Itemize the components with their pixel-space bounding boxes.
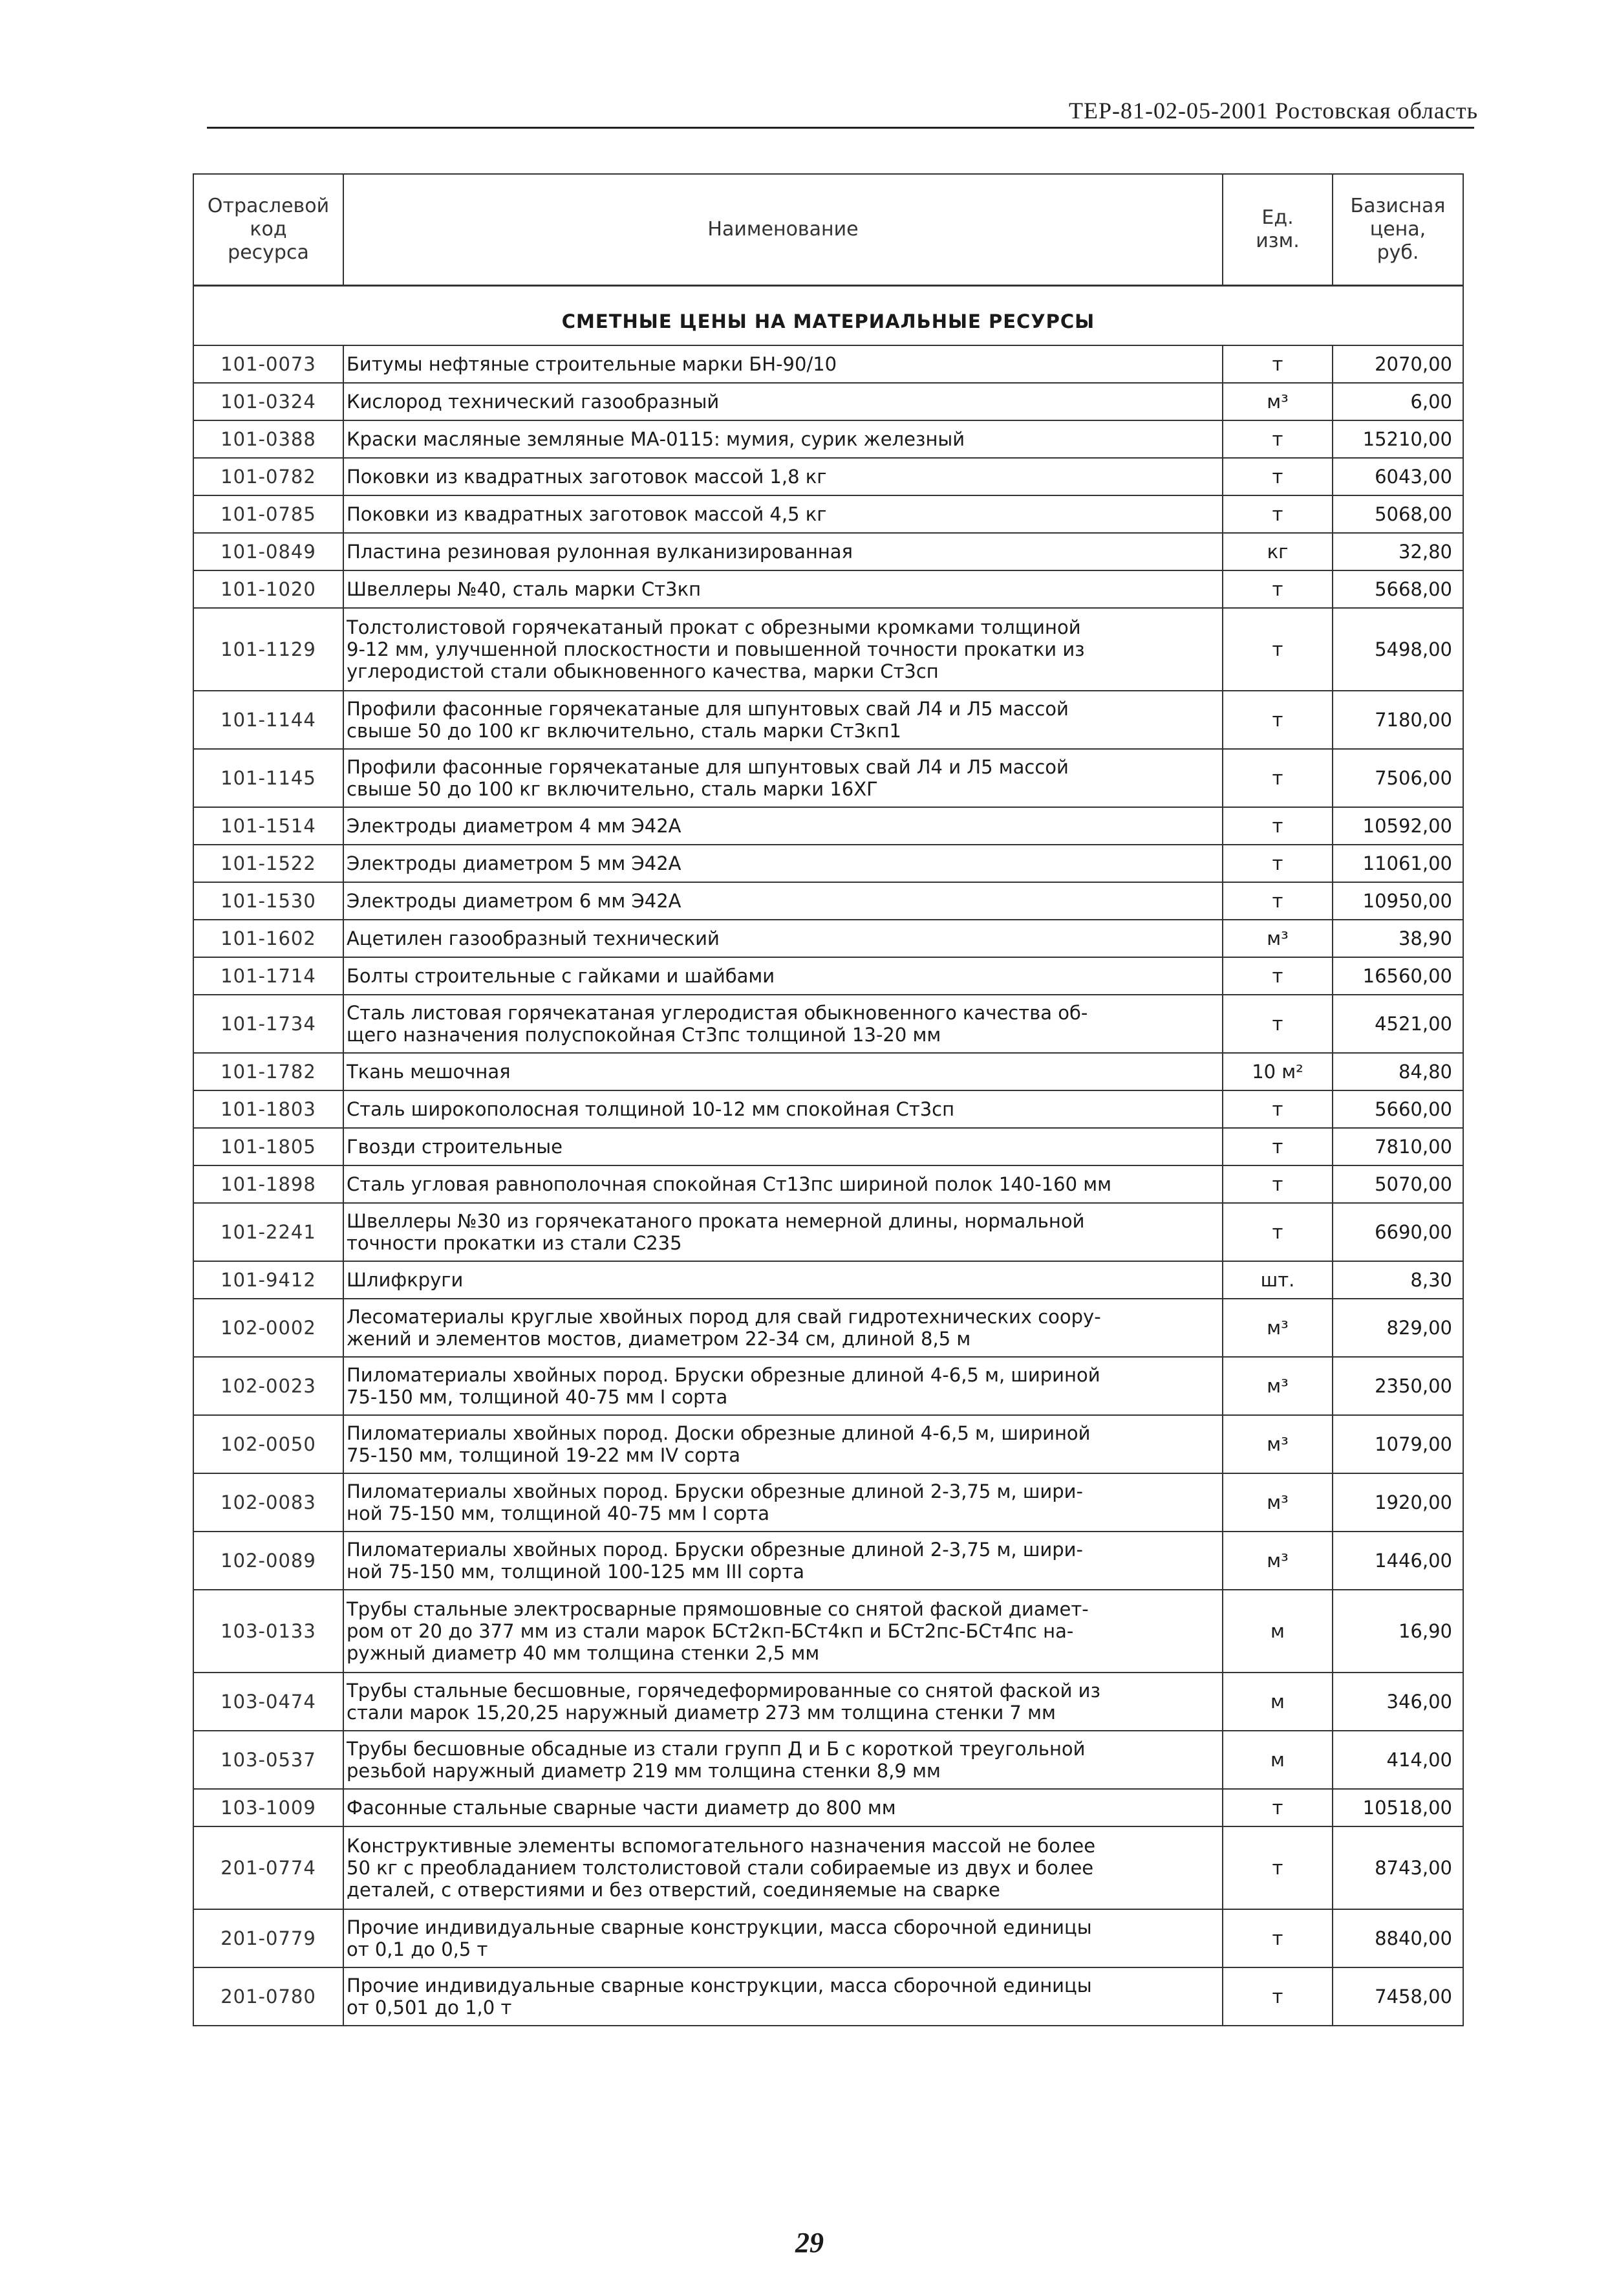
resource-price: 7506,00 — [1333, 749, 1463, 807]
resource-name — [343, 1203, 1223, 1261]
resource-code: 102-0002 — [193, 1299, 343, 1357]
table-row — [193, 1532, 1463, 1590]
resource-name — [343, 1261, 1223, 1299]
resource-unit: 10 м² — [1223, 1053, 1333, 1090]
resource-name — [343, 882, 1223, 920]
resource-unit: м³ — [1223, 383, 1333, 420]
resource-unit: т — [1223, 995, 1333, 1053]
resource-name — [343, 1909, 1223, 1967]
resource-code: 102-0050 — [193, 1415, 343, 1473]
resource-code: 103-0537 — [193, 1731, 343, 1789]
table-row — [193, 1090, 1463, 1128]
table-row — [193, 345, 1463, 383]
resource-price: 5668,00 — [1333, 570, 1463, 608]
resource-name — [343, 1473, 1223, 1532]
resource-unit: шт. — [1223, 1261, 1333, 1299]
resource-price: 15210,00 — [1333, 420, 1463, 458]
resource-code: 101-0073 — [193, 345, 343, 383]
table-header-row — [193, 174, 1463, 286]
resource-code: 101-1714 — [193, 957, 343, 995]
resource-code: 101-2241 — [193, 1203, 343, 1261]
resource-name-line: Пиломатериалы хвойных пород. Бруски обрезные длиной 4-6,5 м, шириной — [347, 1364, 1100, 1386]
resource-unit: т — [1223, 1128, 1333, 1165]
resource-price: 16560,00 — [1333, 957, 1463, 995]
table-row — [193, 1261, 1463, 1299]
resource-name-line: Шлифкруги — [347, 1269, 464, 1291]
table-body — [193, 286, 1463, 2026]
resource-name-line: Электроды диаметром 4 мм Э42А — [347, 815, 681, 837]
resource-name-line: ной 75-150 мм, толщиной 40-75 мм I сорта — [347, 1502, 769, 1524]
resource-code: 101-1514 — [193, 807, 343, 845]
resource-code: 101-1805 — [193, 1128, 343, 1165]
resource-name — [343, 1165, 1223, 1203]
resource-price: 5068,00 — [1333, 495, 1463, 533]
resource-name — [343, 1090, 1223, 1128]
resource-price: 7180,00 — [1333, 691, 1463, 749]
resource-name-line: резьбой наружный диаметр 219 мм толщина стенки 8,9 мм — [347, 1760, 941, 1782]
resource-name — [343, 570, 1223, 608]
resource-name-line: Пиломатериалы хвойных пород. Бруски обрезные длиной 2-3,75 м, шири- — [347, 1480, 1083, 1502]
resource-name-line: жений и элементов мостов, диаметром 22-34 см, длиной 8,5 м — [347, 1328, 971, 1350]
resource-name — [343, 1789, 1223, 1826]
resource-name-line: 50 кг с преобладанием толстолистовой стали собираемые из двух и более — [347, 1857, 1094, 1879]
resource-code: 101-1803 — [193, 1090, 343, 1128]
resource-unit: м³ — [1223, 920, 1333, 957]
resource-code: 101-0785 — [193, 495, 343, 533]
resource-name-line: ром от 20 до 377 мм из стали марок БСт2кп-БСт4кп и БСт2пс-БСт4пс на- — [347, 1620, 1074, 1642]
resource-name-line: свыше 50 до 100 кг включительно, сталь марки Ст3кп1 — [347, 720, 901, 742]
resource-name — [343, 345, 1223, 383]
resource-price: 11061,00 — [1333, 845, 1463, 882]
resource-name — [343, 1415, 1223, 1473]
table-row — [193, 1731, 1463, 1789]
resource-name — [343, 995, 1223, 1053]
resource-unit: т — [1223, 570, 1333, 608]
resource-name — [343, 608, 1223, 691]
resource-name — [343, 1826, 1223, 1909]
resource-price: 38,90 — [1333, 920, 1463, 957]
table-row — [193, 691, 1463, 749]
resource-unit: т — [1223, 608, 1333, 691]
resource-name-line: Электроды диаметром 6 мм Э42А — [347, 890, 681, 912]
resource-name-line: Прочие индивидуальные сварные конструкции, масса сборочной единицы — [347, 1975, 1092, 1997]
resource-code: 103-0133 — [193, 1590, 343, 1673]
table-row — [193, 920, 1463, 957]
resource-price: 2070,00 — [1333, 345, 1463, 383]
resource-code: 101-0324 — [193, 383, 343, 420]
table-row — [193, 383, 1463, 420]
resource-price: 5498,00 — [1333, 608, 1463, 691]
resource-name — [343, 1731, 1223, 1789]
resource-price: 10950,00 — [1333, 882, 1463, 920]
resource-name-line: ной 75-150 мм, толщиной 100-125 мм III сорта — [347, 1561, 804, 1583]
table-row — [193, 1203, 1463, 1261]
table-row — [193, 1053, 1463, 1090]
resource-unit: т — [1223, 807, 1333, 845]
resource-unit: т — [1223, 1789, 1333, 1826]
resource-name-line: Ткань мешочная — [347, 1061, 511, 1083]
column-header-code: Отраслевой код ресурса — [193, 174, 343, 286]
table-row — [193, 1789, 1463, 1826]
resource-unit: м³ — [1223, 1357, 1333, 1415]
resource-name — [343, 749, 1223, 807]
table-row — [193, 882, 1463, 920]
resource-name-line: Фасонные стальные сварные части диаметр до 800 мм — [347, 1797, 896, 1819]
resource-code: 101-1602 — [193, 920, 343, 957]
resource-price: 7458,00 — [1333, 1967, 1463, 2026]
resource-price: 414,00 — [1333, 1731, 1463, 1789]
table-row — [193, 749, 1463, 807]
resource-unit: м³ — [1223, 1473, 1333, 1532]
resource-name-line: ружный диаметр 40 мм толщина стенки 2,5 мм — [347, 1642, 820, 1664]
table-row — [193, 1357, 1463, 1415]
resource-code: 101-1782 — [193, 1053, 343, 1090]
resource-unit: т — [1223, 1826, 1333, 1909]
resource-name — [343, 957, 1223, 995]
resource-code: 101-0849 — [193, 533, 343, 570]
resource-unit: т — [1223, 495, 1333, 533]
resource-price: 7810,00 — [1333, 1128, 1463, 1165]
resource-price: 6690,00 — [1333, 1203, 1463, 1261]
page-number: 29 — [795, 2227, 824, 2258]
resource-name-line: свыше 50 до 100 кг включительно, сталь марки 16ХГ — [347, 778, 878, 800]
table-row — [193, 807, 1463, 845]
resource-name — [343, 1673, 1223, 1731]
resource-price: 5070,00 — [1333, 1165, 1463, 1203]
header-rule — [207, 127, 1474, 129]
resource-unit: м³ — [1223, 1415, 1333, 1473]
resource-name-line: Болты строительные с гайками и шайбами — [347, 965, 775, 987]
resource-name — [343, 691, 1223, 749]
resource-name — [343, 458, 1223, 495]
resource-unit: т — [1223, 458, 1333, 495]
document-header: ТЕР-81-02-05-2001 Ростовская область — [1069, 98, 1478, 124]
table-row — [193, 957, 1463, 995]
resource-unit: м — [1223, 1731, 1333, 1789]
resource-unit: т — [1223, 882, 1333, 920]
resource-name-line: Сталь угловая равнополочная спокойная Ст13пс шириной полок 140-160 мм — [347, 1173, 1112, 1195]
resource-name — [343, 807, 1223, 845]
table-row — [193, 570, 1463, 608]
resource-price: 6043,00 — [1333, 458, 1463, 495]
resource-price: 32,80 — [1333, 533, 1463, 570]
table-row — [193, 1128, 1463, 1165]
resource-name-line: щего назначения полуспокойная Ст3пс толщиной 13-20 мм — [347, 1024, 941, 1046]
resource-name-line: Гвозди строительные — [347, 1136, 563, 1158]
table-row — [193, 1590, 1463, 1673]
table-row — [193, 1826, 1463, 1909]
resource-unit: т — [1223, 749, 1333, 807]
resource-unit: т — [1223, 1090, 1333, 1128]
resource-code: 101-1145 — [193, 749, 343, 807]
table-row — [193, 608, 1463, 691]
resource-name-line: Конструктивные элементы вспомогательного назначения массой не более — [347, 1835, 1096, 1857]
resource-unit: т — [1223, 957, 1333, 995]
resource-code: 201-0774 — [193, 1826, 343, 1909]
resource-code: 101-1734 — [193, 995, 343, 1053]
resource-name-line: Профили фасонные горячекатаные для шпунтовых свай Л4 и Л5 массой — [347, 698, 1069, 720]
resource-name-line: Битумы нефтяные строительные марки БН-90/10 — [347, 353, 837, 375]
table-row — [193, 1473, 1463, 1532]
resource-code: 103-0474 — [193, 1673, 343, 1731]
resource-code: 201-0780 — [193, 1967, 343, 2026]
resource-name-line: Сталь листовая горячекатаная углеродистая обыкновенного качества об- — [347, 1002, 1088, 1024]
resource-name — [343, 383, 1223, 420]
resource-name-line: Швеллеры №40, сталь марки Ст3кп — [347, 578, 702, 600]
resource-name-line: Пластина резиновая рулонная вулканизированная — [347, 541, 853, 563]
section-title-row — [193, 286, 1463, 346]
resource-price: 10592,00 — [1333, 807, 1463, 845]
column-header-unit: Ед. изм. — [1223, 174, 1333, 286]
resource-name-line: точности прокатки из стали С235 — [347, 1232, 682, 1254]
resource-unit: м³ — [1223, 1299, 1333, 1357]
resource-price: 4521,00 — [1333, 995, 1463, 1053]
resource-name — [343, 1532, 1223, 1590]
resource-name-line: Трубы стальные бесшовные, горячедеформированные со снятой фаской из — [347, 1680, 1100, 1702]
resource-name-line: 9-12 мм, улучшенной плоскостности и повышенной точности прокатки из — [347, 638, 1085, 660]
resource-unit: м — [1223, 1590, 1333, 1673]
resource-name — [343, 1590, 1223, 1673]
resource-unit: т — [1223, 1165, 1333, 1203]
column-header-name: Наименование — [343, 174, 1223, 286]
table-row — [193, 1673, 1463, 1731]
resource-code: 102-0083 — [193, 1473, 343, 1532]
resource-price: 8840,00 — [1333, 1909, 1463, 1967]
resource-name — [343, 1357, 1223, 1415]
resource-name-line: Сталь широкополосная толщиной 10-12 мм спокойная Ст3сп — [347, 1098, 955, 1120]
resource-unit: м — [1223, 1673, 1333, 1731]
resource-name — [343, 1299, 1223, 1357]
resource-name-line: Профили фасонные горячекатаные для шпунтовых свай Л4 и Л5 массой — [347, 756, 1069, 778]
resource-name-line: Пиломатериалы хвойных пород. Доски обрезные длиной 4-6,5 м, шириной — [347, 1422, 1091, 1444]
section-title: СМЕТНЫЕ ЦЕНЫ НА МАТЕРИАЛЬНЫЕ РЕСУРСЫ — [193, 286, 1463, 346]
table-row — [193, 458, 1463, 495]
table-row — [193, 1909, 1463, 1967]
resource-price: 16,90 — [1333, 1590, 1463, 1673]
resource-price: 8,30 — [1333, 1261, 1463, 1299]
resource-price: 10518,00 — [1333, 1789, 1463, 1826]
resource-name-line: 75-150 мм, толщиной 19-22 мм IV сорта — [347, 1444, 741, 1466]
resource-code: 101-1020 — [193, 570, 343, 608]
resource-name-line: Пиломатериалы хвойных пород. Бруски обрезные длиной 2-3,75 м, шири- — [347, 1539, 1083, 1561]
table-row — [193, 495, 1463, 533]
resource-unit: т — [1223, 1203, 1333, 1261]
resource-price: 6,00 — [1333, 383, 1463, 420]
resource-unit: кг — [1223, 533, 1333, 570]
price-table — [193, 173, 1464, 2026]
resource-name-line: Трубы бесшовные обсадные из стали групп Д и Б с короткой треугольной — [347, 1738, 1086, 1760]
resource-name-line: от 0,1 до 0,5 т — [347, 1938, 488, 1960]
resource-name-line: деталей, с отверстиями и без отверстий, соединяемые на сварке — [347, 1879, 1000, 1901]
resource-name-line: Краски масляные земляные МА-0115: мумия, сурик железный — [347, 428, 965, 450]
resource-name-line: от 0,501 до 1,0 т — [347, 1997, 512, 2019]
resource-name-line: Поковки из квадратных заготовок массой 1,8 кг — [347, 466, 827, 488]
resource-name-line: Поковки из квадратных заготовок массой 4,5 кг — [347, 503, 827, 525]
table-row — [193, 533, 1463, 570]
column-header-price: Базисная цена, руб. — [1333, 174, 1463, 286]
resource-name — [343, 1053, 1223, 1090]
resource-unit: т — [1223, 845, 1333, 882]
resource-unit: т — [1223, 420, 1333, 458]
resource-code: 201-0779 — [193, 1909, 343, 1967]
resource-name-line: Толстолистовой горячекатаный прокат с обрезными кромками толщиной — [347, 616, 1081, 638]
resource-price: 1079,00 — [1333, 1415, 1463, 1473]
resource-name-line: 75-150 мм, толщиной 40-75 мм I сорта — [347, 1386, 728, 1408]
resource-code: 101-1522 — [193, 845, 343, 882]
resource-name-line: Лесоматериалы круглые хвойных пород для свай гидротехнических соору- — [347, 1306, 1101, 1328]
table-row — [193, 1299, 1463, 1357]
resource-name — [343, 1128, 1223, 1165]
resource-name-line: Прочие индивидуальные сварные конструкции, масса сборочной единицы — [347, 1916, 1092, 1938]
table-row — [193, 1967, 1463, 2026]
resource-name — [343, 420, 1223, 458]
resource-price: 84,80 — [1333, 1053, 1463, 1090]
resource-price: 1446,00 — [1333, 1532, 1463, 1590]
table-row — [193, 845, 1463, 882]
resource-name-line: Швеллеры №30 из горячекатаного проката немерной длины, нормальной — [347, 1210, 1085, 1232]
resource-price: 8743,00 — [1333, 1826, 1463, 1909]
resource-code: 101-1530 — [193, 882, 343, 920]
resource-unit: т — [1223, 691, 1333, 749]
resource-unit: т — [1223, 1909, 1333, 1967]
resource-name-line: Трубы стальные электросварные прямошовные со снятой фаской диамет- — [347, 1598, 1089, 1620]
table-row — [193, 995, 1463, 1053]
table-row — [193, 1165, 1463, 1203]
resource-code: 101-0782 — [193, 458, 343, 495]
resource-unit: т — [1223, 345, 1333, 383]
resource-code: 101-1144 — [193, 691, 343, 749]
resource-code: 101-0388 — [193, 420, 343, 458]
resource-name — [343, 920, 1223, 957]
resource-code: 101-1129 — [193, 608, 343, 691]
resource-price: 5660,00 — [1333, 1090, 1463, 1128]
resource-price: 1920,00 — [1333, 1473, 1463, 1532]
table-row — [193, 420, 1463, 458]
resource-unit: т — [1223, 1967, 1333, 2026]
resource-code: 102-0023 — [193, 1357, 343, 1415]
resource-name — [343, 1967, 1223, 2026]
resource-name — [343, 533, 1223, 570]
resource-name — [343, 845, 1223, 882]
resource-code: 101-9412 — [193, 1261, 343, 1299]
resource-name-line: стали марок 15,20,25 наружный диаметр 273 мм толщина стенки 7 мм — [347, 1702, 1056, 1724]
resource-name-line: Электроды диаметром 5 мм Э42А — [347, 852, 681, 874]
resource-unit: м³ — [1223, 1532, 1333, 1590]
resource-price: 346,00 — [1333, 1673, 1463, 1731]
resource-code: 101-1898 — [193, 1165, 343, 1203]
resource-code: 102-0089 — [193, 1532, 343, 1590]
resource-price: 2350,00 — [1333, 1357, 1463, 1415]
resource-name-line: Кислород технический газообразный — [347, 391, 720, 413]
resource-name-line: углеродистой стали обыкновенного качества, марки Ст3сп — [347, 660, 939, 682]
resource-name-line: Ацетилен газообразный технический — [347, 927, 720, 949]
resource-name — [343, 495, 1223, 533]
table-row — [193, 1415, 1463, 1473]
resource-code: 103-1009 — [193, 1789, 343, 1826]
resource-price: 829,00 — [1333, 1299, 1463, 1357]
